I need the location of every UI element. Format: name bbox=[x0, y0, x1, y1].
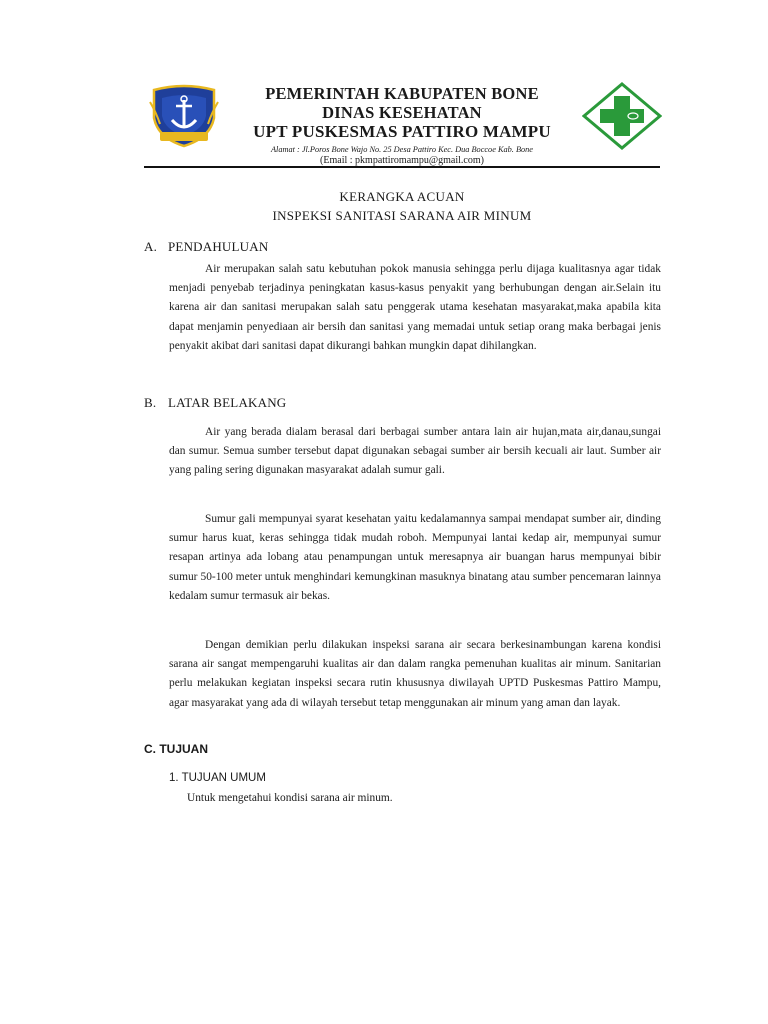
letterhead-email: (Email : pkmpattiromampu@gmail.com) bbox=[320, 155, 484, 166]
section-a-paragraph: Air merupakan salah satu kebutuhan pokok manusia sehingga perlu dijaga kualitasnya agar tidak menjadi penyebab terjadinya peningkatan kasus-kasus penyakit yang berhubungan dengan air.Selain itu karena air dan sanitasi merupakan salah satu penggerak utama kesehatan masyarakat,maka apabila kita dapat menjamin penyediaan air bersih dan sanitasi yang memadai untuk setiap orang maka berbagai jenis penyakit akibat dari sanitasi dapat dikurangi bahkan mungkin dapat dihilangkan. bbox=[169, 263, 661, 352]
section-b-title: LATAR BELAKANG bbox=[168, 395, 287, 410]
letterhead-puskesmas: UPT PUSKESMAS PATTIRO MAMPU bbox=[253, 122, 551, 141]
section-a-heading bbox=[144, 239, 268, 255]
tujuan-umum-heading: 1. TUJUAN UMUM bbox=[169, 772, 266, 784]
section-b-letter: B. bbox=[144, 395, 157, 410]
section-a-title: PENDAHULUAN bbox=[168, 239, 269, 254]
letterhead-divider bbox=[144, 166, 660, 168]
letterhead-address: Alamat : Jl.Poros Bone Wajo No. 25 Desa Pattiro Kec. Dua Boccoe Kab. Bone bbox=[270, 145, 533, 154]
section-b-heading bbox=[144, 395, 286, 411]
section-a-letter: A. bbox=[144, 239, 158, 254]
tujuan-umum-text: Untuk mengetahui kondisi sarana air minum. bbox=[187, 792, 393, 804]
letterhead bbox=[228, 84, 576, 167]
section-b-paragraph-2: Sumur gali mempunyai syarat kesehatan yaitu kedalamannya sampai mendapat sumber air, dinding sumur harus kuat, keras sehingga tidak mudah roboh. Mempunyai lantai kedap air, mempunyai sumur resapan artinya ada lobang atau penampungan untuk meresapnya air buangan harus mempunyai bibir sumur 50-100 meter untuk menghindari kemungkinan masuknya binatang atau sumber pencemaran lainnya kedalam sumur termasuk air bekas. bbox=[169, 513, 661, 602]
letterhead-government: PEMERINTAH KABUPATEN BONE bbox=[265, 84, 539, 103]
section-b-paragraph-3: Dengan demikian perlu dilakukan inspeksi sarana air secara berkesinambungan karena kondisi sarana air sangat mempengaruhi kualitas air dan dalam rangka pemenuhan kualitas air minum. Sanitarian perlu melakukan kegiatan inspeksi secara rutin khususnya diwilayah UPTD Puskesmas Pattiro Mampu, agar masyarakat yang ada di wilayah tersebut tetap menggunakan air minum yang aman dan layak. bbox=[169, 639, 661, 709]
letterhead-department: DINAS KESEHATAN bbox=[322, 103, 482, 122]
kabupaten-bone-logo bbox=[148, 84, 220, 148]
puskesmas-cross-logo bbox=[582, 82, 662, 150]
section-c-heading: C. TUJUAN bbox=[144, 742, 209, 756]
document-subtitle: INSPEKSI SANITASI SARANA AIR MINUM bbox=[272, 208, 532, 223]
section-b-paragraph-1: Air yang berada dialam berasal dari berbagai sumber antara lain air hujan,mata air,danau,sungai dan sumur. Semua sumber tersebut dapat digunakan sebagai sumber air bersih kecuali air laut. Sumber air yang paling sering digunakan masyarakat adalah sumur gali. bbox=[169, 426, 661, 477]
document-title: KERANGKA ACUAN bbox=[339, 189, 465, 204]
